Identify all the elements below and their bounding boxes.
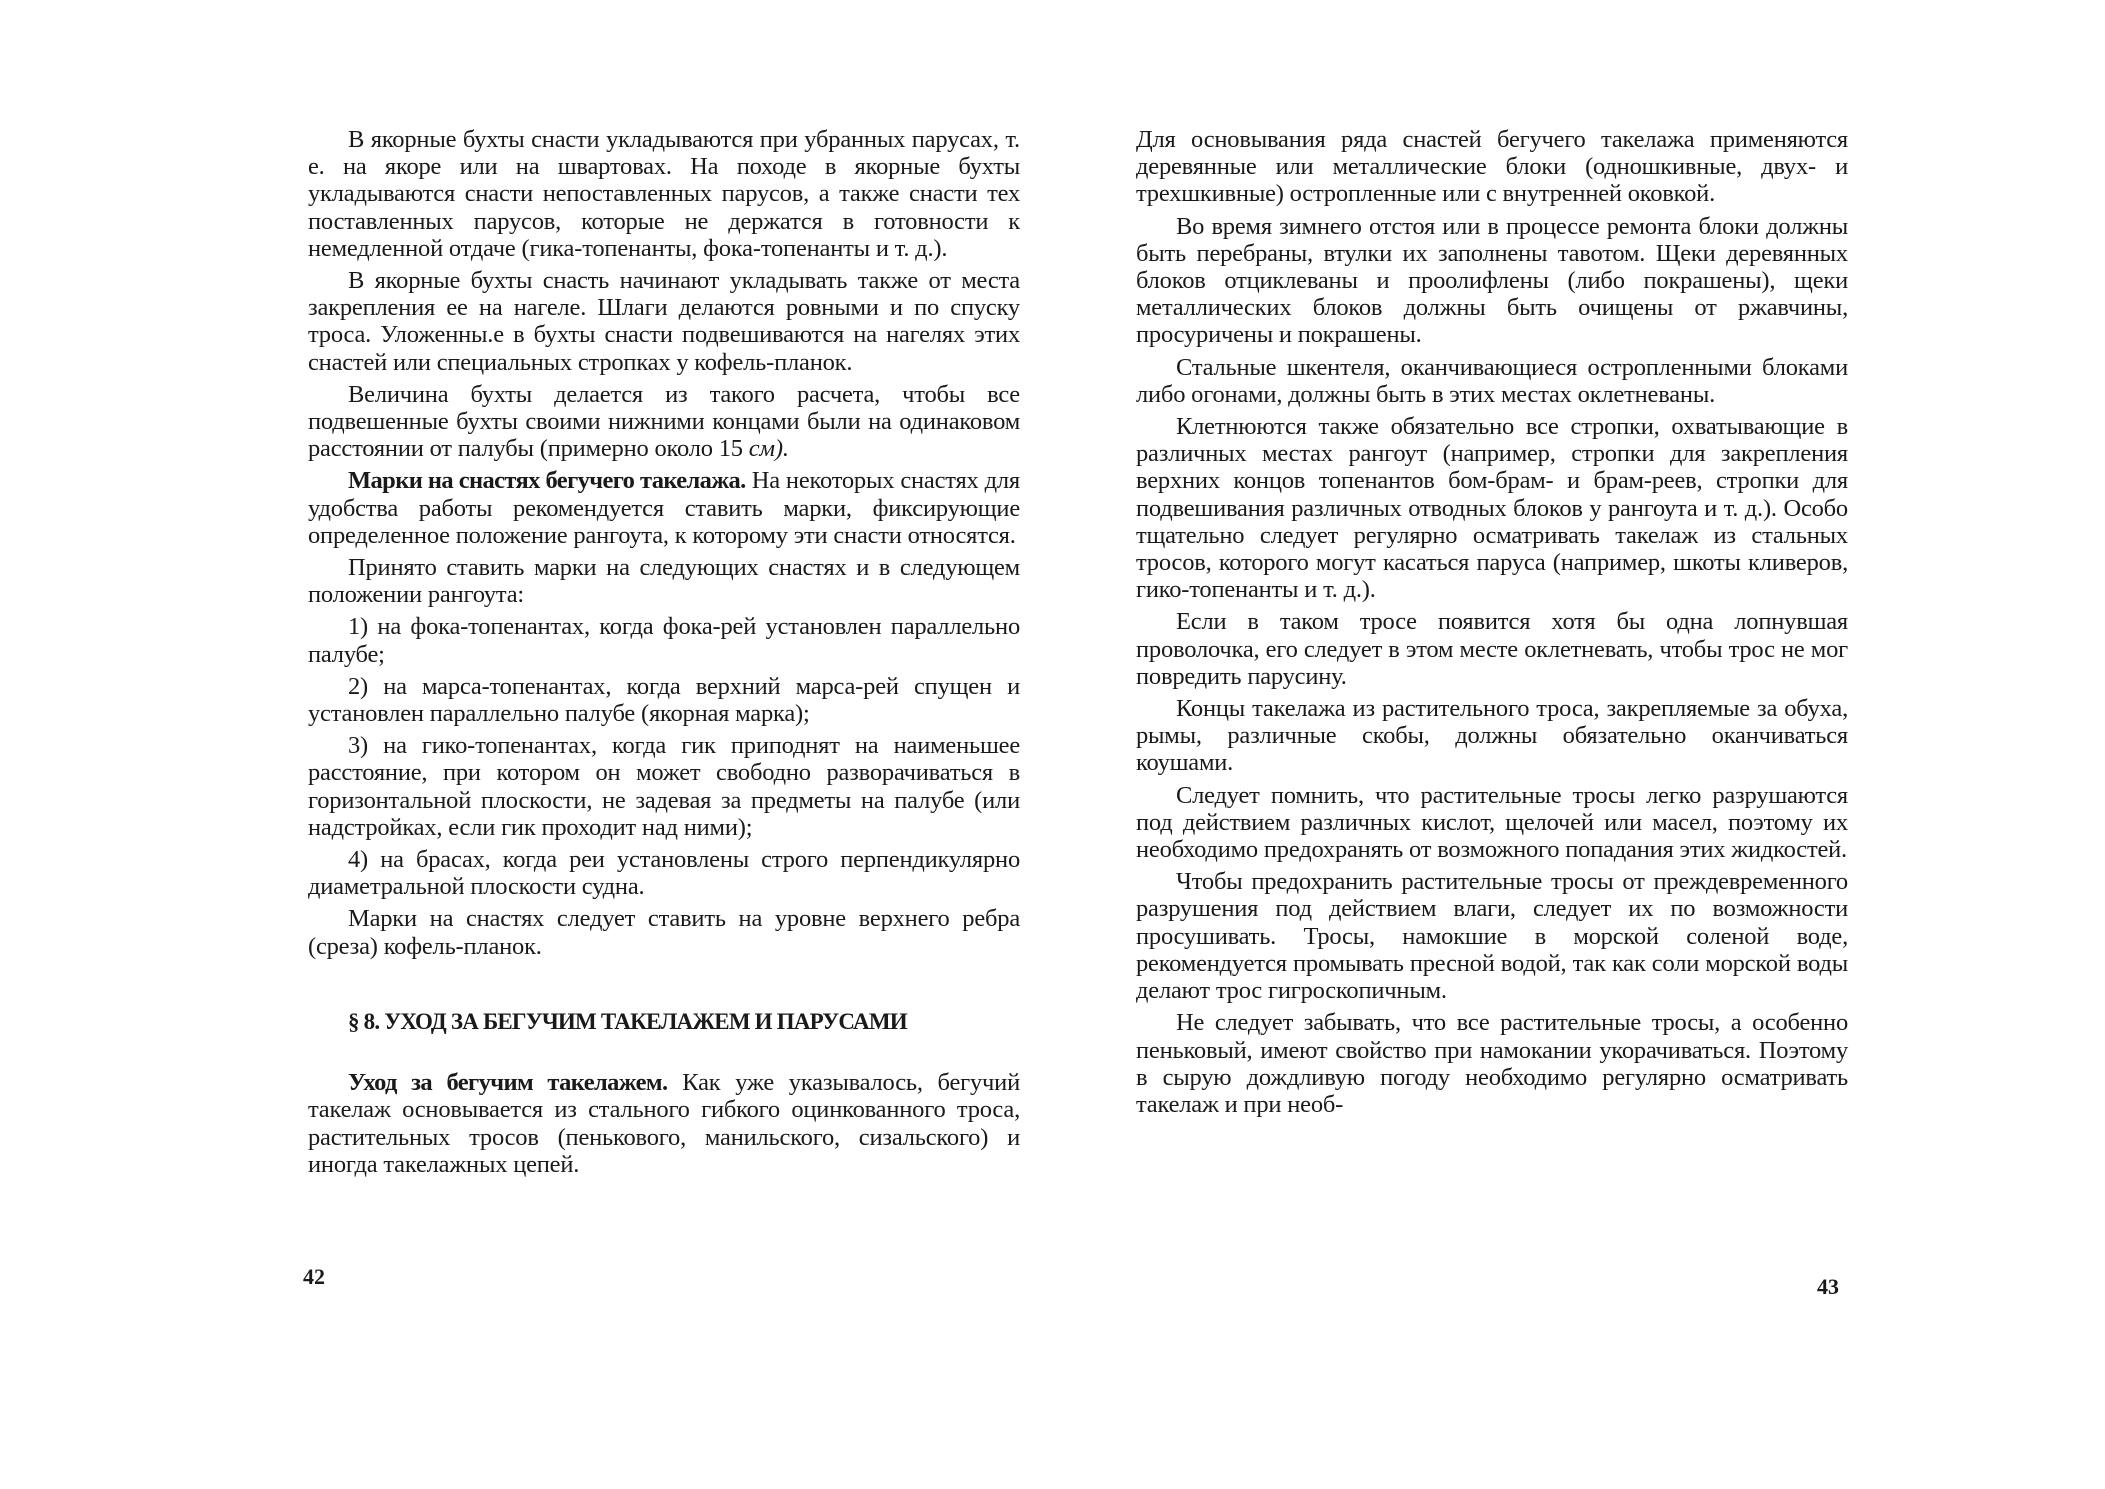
paragraph xyxy=(308,467,1020,549)
list-item: 1) на фока-топенантах, когда фока-рей установлен параллельно палубе; xyxy=(308,613,1020,668)
run-in-heading: Марки на снастях бегучего такелажа. xyxy=(348,467,746,495)
paragraph xyxy=(308,381,1020,463)
paragraph: Принято ставить марки на следующих снастях и в следующем положении рангоута: xyxy=(308,554,1020,609)
paragraph: Не следует забывать, что все растительные тросы, а особенно пеньковый, имеют свойство при намокании укорачиваться. Поэтому в сырую дождливую погоду необходимо регулярно осматривать такелаж и при необ- xyxy=(1136,1009,1848,1118)
list-item: 2) на марса-топенантах, когда верхний марса-рей спущен и установлен параллельно палубе (якорная марка); xyxy=(308,672,1020,728)
paragraph: Стальные шкентеля, оканчивающиеся остропленными блоками либо огонами, должны быть в этих местах оклетневаны. xyxy=(1136,353,1848,408)
page-number-left: 42 xyxy=(303,1264,325,1289)
unit-italic: см). xyxy=(748,435,789,463)
paragraph: Во время зимнего отстоя или в процессе ремонта блоки должны быть перебраны, втулки их заполнены тавотом. Щеки деревянных блоков отциклеваны и проолифлены (либо покрашены), щеки металлических блоков должны быть очищены от ржавчины, просуричены и покрашены. xyxy=(1136,212,1848,349)
left-page xyxy=(308,126,1020,1183)
paragraph: Следует помнить, что растительные тросы легко разрушаются под действием различных кислот, щелочей или масел, поэтому их необходимо предохранять от возможного попадания этих жидкостей. xyxy=(1136,781,1848,864)
paragraph: Марки на снастях следует ставить на уровне верхнего ребра (среза) кофель-планок. xyxy=(308,905,1020,960)
paragraph-text: Как уже указывалось, бегучий такелаж основывается из стального гибкого оцинкованного троса, растительных тросов (пенькового, манильского, сизальского) и иногда такелажных цепей. xyxy=(308,1069,1020,1178)
page-number-right: 43 xyxy=(1817,1274,1839,1299)
paragraph: Если в таком тросе появится хотя бы одна лопнувшая проволочка, его следует в этом месте оклетневать, чтобы трос не мог повредить парусину. xyxy=(1136,608,1848,690)
paragraph: Для основывания ряда снастей бегучего такелажа применяются деревянные или металлические блоки (одношкивные, двух- и трехшкивные) остропленные или с внутренней оковкой. xyxy=(1136,126,1848,208)
run-in-heading: Уход за бегучим такелажем. xyxy=(348,1069,668,1097)
section-heading: § 8. УХОД ЗА БЕГУЧИМ ТАКЕЛАЖЕМ И ПАРУСАМИ xyxy=(348,1008,907,1034)
paragraph: Чтобы предохранить растительные тросы от преждевременного разрушения под действием влаги, следует их по возможности просушивать. Тросы, намокшие в морской соленой воде, рекомендуется промывать пресной водой, так как соли морской воды делают трос гигроскопичным. xyxy=(1136,868,1848,1005)
list-item: 3) на гико-топенантах, когда гик приподнят на наименьшее расстояние, при котором он может свободно разворачиваться в горизонтальной плоскости, не задевая за предметы на палубе (или надстройках, если гик проходит над ними); xyxy=(308,732,1020,841)
paragraph: Клетнюются также обязательно все стропки, охватывающие в различных местах рангоут (например, стропки для закрепления верхних концов топенантов бом-брам- и брам-реев, стропки для подвешивания различных отводных блоков у рангоута и т. д.). Особо тщательно следует регулярно осматривать такелаж из стальных тросов, которого могут касаться паруса (например, шкоты кливеров, гико-топенанты и т. д.). xyxy=(1136,413,1848,604)
paragraph xyxy=(308,1069,1020,1178)
paragraph-text: На некоторых снастях для удобства работы рекомендуется ставить марки, фиксирующие определенное положение рангоута, к которому эти снасти относятся. xyxy=(308,467,1020,549)
paragraph: Концы такелажа из растительного троса, закрепляемые за обуха, рымы, различные скобы, должны обязательно оканчиваться коушами. xyxy=(1136,695,1848,777)
paragraph: В якорные бухты снасти укладываются при убранных парусах, т. е. на якоре или на швартовах. На походе в якорные бухты укладываются снасти непоставленных парусов, а также снасти тех поставленных парусов, которые не держатся в готовности к немедленной отдаче (гика-топенанты, фока-топенанты и т. д.). xyxy=(308,126,1020,262)
right-page xyxy=(1136,126,1848,1123)
paragraph-text: Величина бухты делается из такого расчета, чтобы все подвешенные бухты своими нижними концами были на одинаковом расстоянии от палубы (примерно около 15 xyxy=(308,380,1020,463)
paragraph: В якорные бухты снасть начинают укладывать также от места закрепления ее на нагеле. Шлаги делаются ровными и по спуску троса. Уложенны.е в бухты снасти подвешиваются на нагелях этих снастей или специальных стропках у кофель-планок. xyxy=(308,267,1020,376)
list-item: 4) на брасах, когда реи установлены строго перпендикулярно диаметральной плоскости судна. xyxy=(308,846,1020,901)
